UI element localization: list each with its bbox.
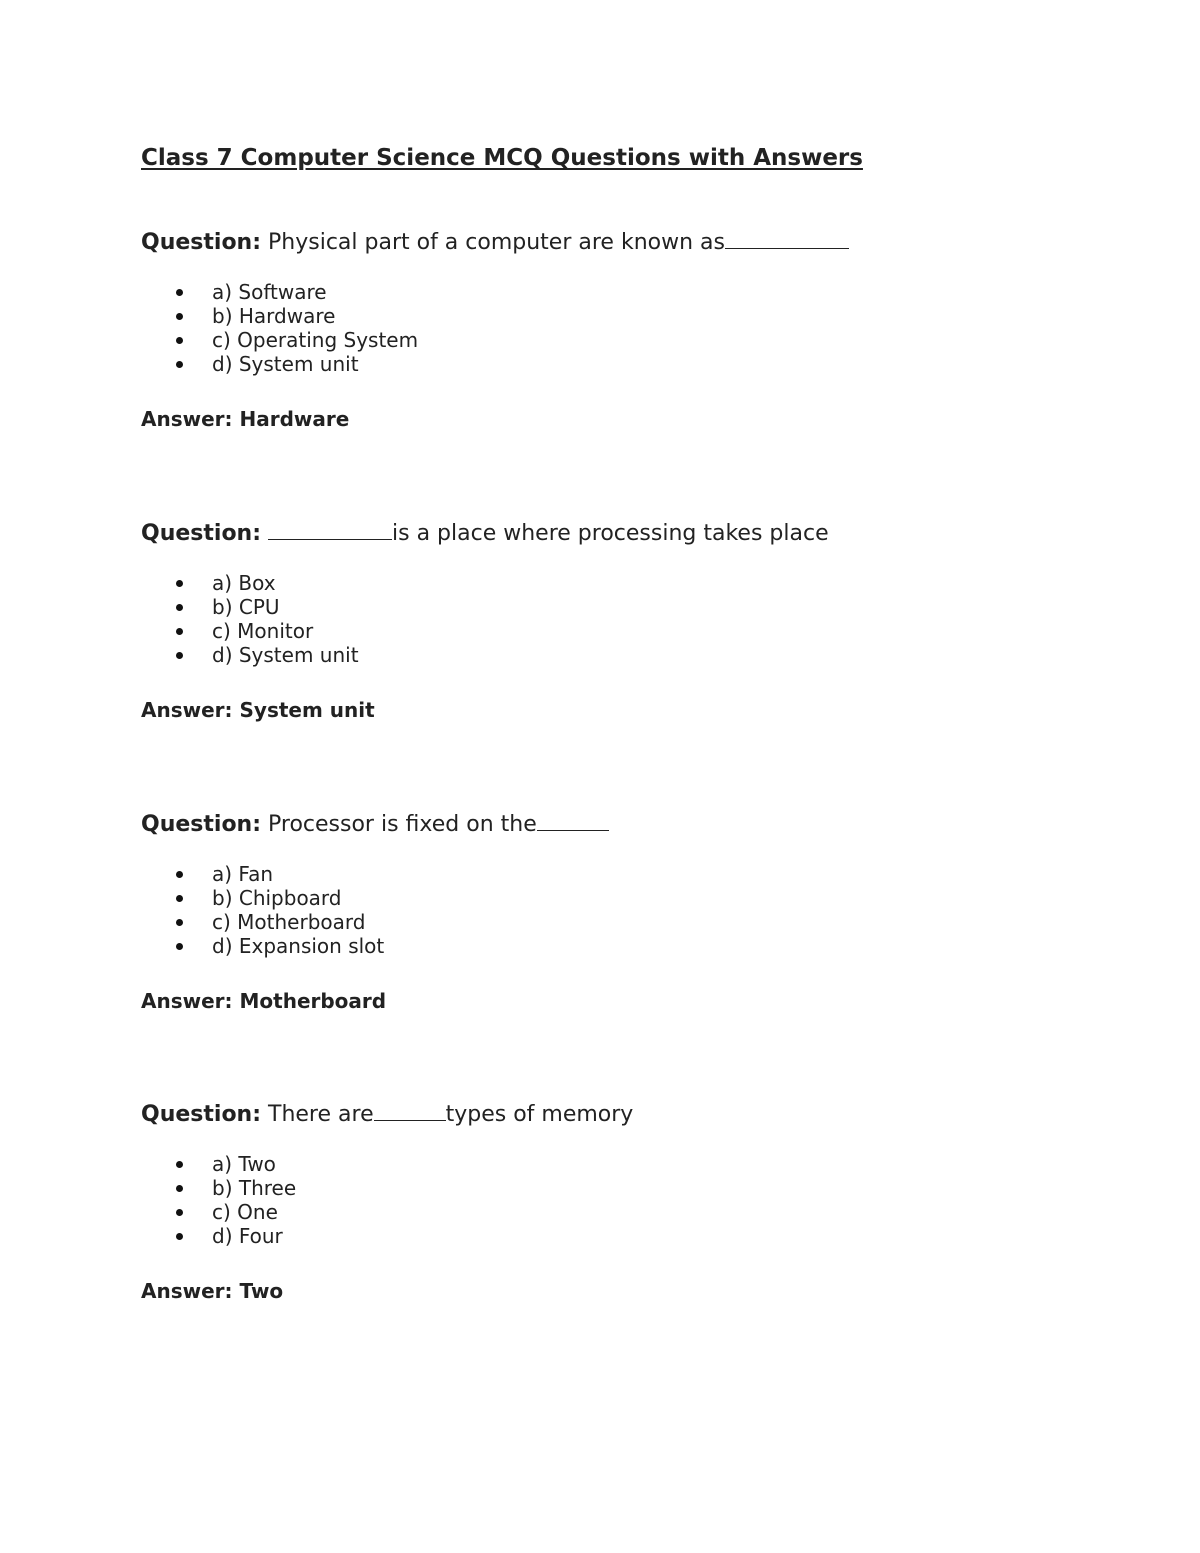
question-block [141, 1100, 1081, 1304]
options-list [141, 571, 1081, 667]
option-label: d) Expansion slot [212, 934, 385, 958]
bullet-icon [176, 1185, 183, 1192]
option-label: a) Software [212, 280, 327, 304]
question-text [141, 810, 1081, 840]
option-label: a) Fan [212, 862, 274, 886]
answer-blank [537, 810, 609, 831]
option-label: c) Operating System [212, 328, 419, 352]
option-item [141, 619, 1081, 643]
question-text [141, 1100, 1081, 1130]
option-item [141, 1224, 1081, 1248]
answer-text [141, 697, 1081, 723]
question-block [141, 228, 1081, 432]
bullet-icon [176, 1209, 183, 1216]
question-text-after: types of memory [445, 1102, 634, 1127]
answer-text [141, 1278, 1081, 1304]
option-label: a) Two [212, 1152, 276, 1176]
bullet-icon [176, 313, 183, 320]
option-item [141, 910, 1081, 934]
bullet-icon [176, 604, 183, 611]
bullet-icon [176, 895, 183, 902]
question-block [141, 810, 1081, 1014]
answer-label: Answer: [141, 1279, 233, 1303]
option-item [141, 862, 1081, 886]
option-item [141, 280, 1081, 304]
bullet-icon [176, 361, 183, 368]
option-item [141, 595, 1081, 619]
question-text-before: Physical part of a computer are known as [268, 230, 725, 255]
question-text [141, 519, 1081, 549]
answer-value: Motherboard [239, 989, 387, 1013]
bullet-icon [176, 919, 183, 926]
answer-blank [268, 519, 392, 540]
question-text [141, 228, 1081, 258]
option-item [141, 1200, 1081, 1224]
option-item [141, 886, 1081, 910]
question-label: Question: [141, 230, 262, 255]
options-list [141, 1152, 1081, 1248]
option-item [141, 1176, 1081, 1200]
option-item [141, 1152, 1081, 1176]
options-list [141, 862, 1081, 958]
bullet-icon [176, 289, 183, 296]
option-label: c) Monitor [212, 619, 314, 643]
answer-text [141, 988, 1081, 1014]
option-label: a) Box [212, 571, 276, 595]
option-item [141, 352, 1081, 376]
bullet-icon [176, 943, 183, 950]
option-label: b) Hardware [212, 304, 336, 328]
option-label: b) Chipboard [212, 886, 342, 910]
option-item [141, 934, 1081, 958]
question-label: Question: [141, 1102, 262, 1127]
option-label: d) System unit [212, 352, 359, 376]
bullet-icon [176, 652, 183, 659]
option-label: c) One [212, 1200, 278, 1224]
question-text-before: There are [268, 1102, 374, 1127]
bullet-icon [176, 337, 183, 344]
question-label: Question: [141, 521, 262, 546]
option-label: c) Motherboard [212, 910, 366, 934]
bullet-icon [176, 628, 183, 635]
answer-label: Answer: [141, 989, 233, 1013]
answer-label: Answer: [141, 698, 233, 722]
question-text-after: is a place where processing takes place [392, 521, 829, 546]
question-block [141, 519, 1081, 723]
answer-value: System unit [239, 698, 375, 722]
question-label: Question: [141, 812, 262, 837]
option-item [141, 571, 1081, 595]
answer-label: Answer: [141, 407, 233, 431]
bullet-icon [176, 1233, 183, 1240]
answer-value: Two [239, 1279, 284, 1303]
answer-blank [374, 1100, 446, 1121]
option-label: d) System unit [212, 643, 359, 667]
options-list [141, 280, 1081, 376]
bullet-icon [176, 580, 183, 587]
answer-blank [725, 228, 849, 249]
answer-value: Hardware [239, 407, 350, 431]
option-item [141, 328, 1081, 352]
bullet-icon [176, 871, 183, 878]
bullet-icon [176, 1161, 183, 1168]
option-label: b) CPU [212, 595, 280, 619]
option-label: b) Three [212, 1176, 297, 1200]
option-item [141, 643, 1081, 667]
option-label: d) Four [212, 1224, 283, 1248]
answer-text [141, 406, 1081, 432]
option-item [141, 304, 1081, 328]
question-text-before: Processor is fixed on the [268, 812, 537, 837]
document-title: Class 7 Computer Science MCQ Questions with Answers [141, 145, 863, 171]
